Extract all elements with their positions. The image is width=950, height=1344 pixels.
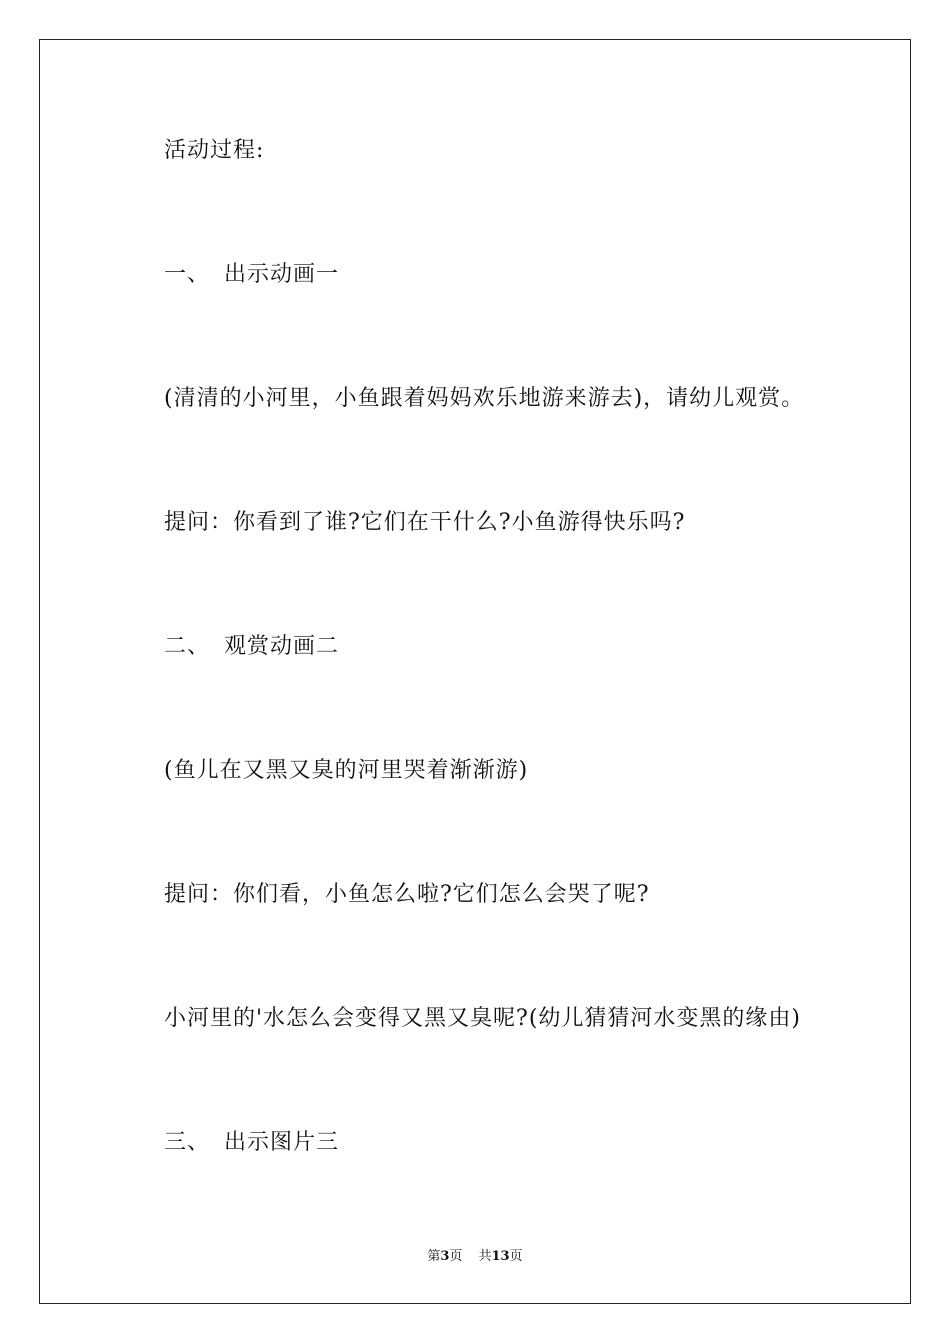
paragraph-4: 提问：你们看，小鱼怎么啦?它们怎么会哭了呢? [164, 882, 650, 907]
footer-page-current: 3 [440, 1249, 450, 1264]
paragraph-3: (鱼儿在又黑又臭的河里哭着渐渐游) [164, 758, 529, 783]
heading-3-text: 出示图片三 [224, 1130, 340, 1155]
page-footer [0, 1249, 950, 1265]
page-border [39, 39, 911, 1304]
paragraph-2: 提问：你看到了谁?它们在干什么?小鱼游得快乐吗? [164, 510, 686, 535]
heading-1 [164, 261, 339, 289]
heading-3 [164, 1129, 339, 1157]
section-label: 活动过程: [164, 138, 265, 163]
heading-1-text: 出示动画一 [224, 262, 340, 287]
footer-page-prefix: 第 [427, 1249, 441, 1264]
footer-page-unit: 页 [449, 1249, 463, 1264]
paragraph-1: (清清的小河里，小鱼跟着妈妈欢乐地游来游去)，请幼儿观赏。 [164, 386, 805, 411]
footer-page-total: 13 [491, 1249, 510, 1264]
footer-total-unit: 页 [509, 1249, 523, 1264]
heading-2-text: 观赏动画二 [224, 634, 340, 659]
heading-2 [164, 633, 339, 661]
footer-total-prefix: 共 [478, 1249, 492, 1264]
heading-2-number: 二、 [164, 634, 211, 659]
paragraph-5: 小河里的'水怎么会变得又黑又臭呢?(幼儿猜猜河水变黑的缘由) [164, 1006, 802, 1031]
heading-1-number: 一、 [164, 262, 211, 287]
heading-3-number: 三、 [164, 1130, 211, 1155]
